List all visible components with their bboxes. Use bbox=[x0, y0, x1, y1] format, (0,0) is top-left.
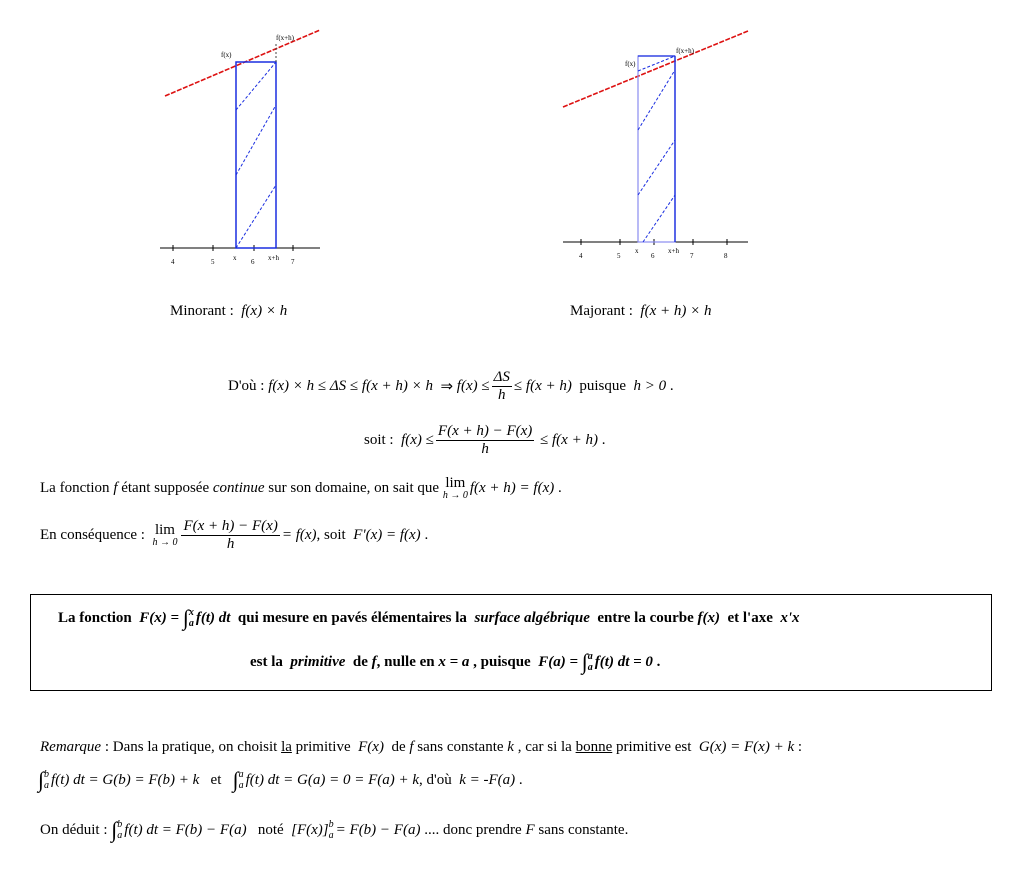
tick-label: 4 bbox=[579, 252, 583, 260]
continuity-line: La fonction f étant supposée continue sur son domaine, on sait que lim h → 0 f(x + h) = f(x) . bbox=[40, 474, 562, 501]
figure-majorant bbox=[555, 25, 755, 270]
bracket-bounds: b a bbox=[328, 819, 334, 841]
hatch-lines bbox=[638, 56, 675, 242]
integral-bounds: b a bbox=[44, 769, 50, 791]
limit: lim h → 0 bbox=[152, 521, 178, 548]
figure-minorant bbox=[155, 25, 330, 270]
tick-label: 4 bbox=[171, 258, 175, 266]
fraction: $\frac{F(x + h) - F(x)}{h}$ bbox=[437, 422, 533, 457]
derivative-line: En conséquence : lim h → 0 $\frac{F(x + h) - F(x)}{h}$ = f(x) , soit F'(x) = f(x) . bbox=[40, 517, 429, 552]
label-fx: f(x) bbox=[625, 60, 636, 68]
inequality-line: D'où : f(x) × h ≤ ΔS ≤ f(x + h) × h ⇒ f(x) ≤ $\frac{\Delta S}{h}$ ≤ f(x + h) puisque h > 0 . bbox=[228, 368, 674, 403]
label-fxh: f(x+h) bbox=[676, 47, 694, 55]
tick-label: x bbox=[233, 254, 237, 262]
integral-bounds: a a bbox=[238, 769, 244, 791]
theorem-line-2: est la primitive de f , nulle en x = a , puisque F(a) = ∫ a a f(t) dt = 0 . bbox=[250, 649, 661, 674]
integral-bounds: b a bbox=[117, 819, 123, 841]
integral-bounds: x a bbox=[188, 607, 194, 629]
fraction: $\frac{\Delta S}{h}$ bbox=[493, 368, 510, 403]
tick-label: 8 bbox=[724, 252, 728, 260]
label-fxh: f(x+h) bbox=[276, 34, 294, 42]
label-fx: f(x) bbox=[221, 51, 232, 59]
curve-f bbox=[165, 30, 320, 96]
remark-line-2: ∫ b a f(t) dt = G(b) = F(b) + k et ∫ a a f(t) dt = G(a) = 0 = F(a) + k , d'où k = -F(a) . bbox=[38, 767, 523, 792]
remark-line-1: Remarque : Dans la pratique, on choisit la primitive F(x) de f sans constante k , car si la bonne primitive est G(x) = F(x) + k : bbox=[40, 738, 803, 755]
tick-label: 5 bbox=[211, 258, 215, 266]
tick-label: 6 bbox=[251, 258, 255, 266]
soit-line: soit : f(x) ≤ $\frac{F(x + h) - F(x)}{h}$ ≤ f(x + h) . bbox=[364, 422, 606, 457]
tick-labels bbox=[579, 247, 728, 260]
tick-label: 7 bbox=[690, 252, 694, 260]
tick-label: 7 bbox=[291, 258, 295, 266]
hatch-lines bbox=[236, 62, 276, 248]
tick-labels bbox=[171, 254, 295, 266]
caption-minorant: Minorant : f(x) × h bbox=[170, 303, 288, 319]
integral-bounds: a a bbox=[587, 651, 593, 673]
tick-label: x+h bbox=[268, 254, 279, 262]
fraction: $\frac{F(x + h) - F(x)}{h}$ bbox=[183, 517, 278, 552]
limit: lim h → 0 bbox=[442, 474, 468, 501]
caption-majorant: Majorant : f(x + h) × h bbox=[570, 303, 712, 319]
curve-f bbox=[563, 31, 748, 107]
remark-line-3: On déduit : ∫ b a f(t) dt = F(b) − F(a) noté [F(x)] b a = F(b) − F(a) .... donc prendre F sans constante. bbox=[40, 817, 629, 842]
theorem-line-1: La fonction F(x) = ∫ x a f(t) dt qui mesure en pavés élémentaires la surface algébrique entre la courbe f(x) et l'axe x'x bbox=[58, 605, 800, 630]
tick-label: x+h bbox=[668, 247, 679, 255]
tick-label: 5 bbox=[617, 252, 621, 260]
tick-label: x bbox=[635, 247, 639, 255]
rectangle-minorant bbox=[236, 62, 276, 248]
tick-label: 6 bbox=[651, 252, 655, 260]
